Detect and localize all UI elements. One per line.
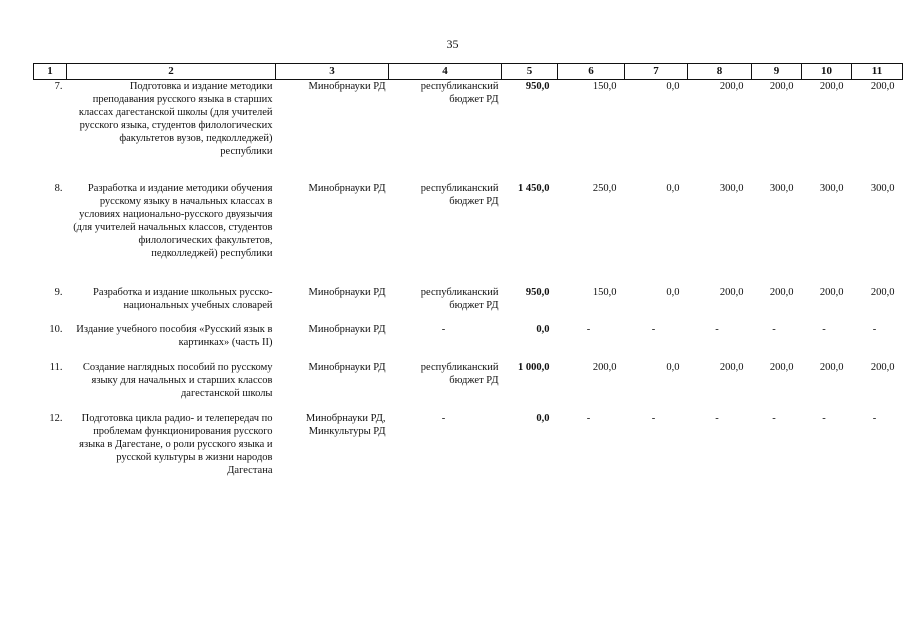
year-value: 300,0 [769, 183, 794, 194]
year-value: 200,0 [719, 362, 744, 373]
column-header: 9 [752, 64, 802, 80]
year-value: 200,0 [769, 287, 794, 298]
row-number: 9. [54, 287, 63, 298]
total-amount: 0,0 [536, 413, 550, 424]
page-number: 35 [446, 37, 459, 51]
year-value: 200,0 [870, 287, 895, 298]
year-value: 200,0 [819, 81, 844, 92]
row-number: 12. [49, 413, 63, 424]
year-value: - [651, 413, 656, 424]
year-value: - [822, 413, 826, 424]
executor: Минобрнауки РД, Минкультуры РД [305, 413, 386, 437]
year-value: - [772, 324, 776, 335]
year-value: 300,0 [870, 183, 895, 194]
year-value: 150,0 [592, 287, 617, 298]
funding-source: республиканский бюджет РД [420, 362, 499, 386]
year-value: 150,0 [592, 81, 617, 92]
year-value: 200,0 [870, 362, 895, 373]
column-header: 6 [558, 64, 625, 80]
year-value: - [872, 413, 877, 424]
year-value: 0,0 [666, 81, 680, 92]
column-number-header-row [34, 64, 903, 80]
executor: Минобрнауки РД [308, 81, 386, 92]
table-row [34, 323, 903, 361]
column-header: 3 [276, 64, 389, 80]
year-value: - [822, 324, 826, 335]
activity-name: Подготовка и издание методики преподавания русского языка в старших классах дагестанской школы (для учителей русского языка, студентов филологических факультетов вузов, педколледжей) республики [78, 81, 273, 157]
table-row [34, 286, 903, 323]
row-number: 7. [54, 81, 63, 92]
column-header: 4 [389, 64, 502, 80]
column-header: 5 [502, 64, 558, 80]
year-value: 200,0 [592, 362, 617, 373]
funding-source: - [441, 413, 446, 424]
year-value: - [715, 413, 719, 424]
year-value: 0,0 [666, 362, 680, 373]
funding-source: - [441, 324, 446, 335]
program-activities-table [33, 63, 903, 502]
year-value: 200,0 [769, 81, 794, 92]
year-value: 300,0 [719, 183, 744, 194]
year-value: 200,0 [769, 362, 794, 373]
year-value: - [586, 413, 591, 424]
table-row [34, 361, 903, 412]
total-amount: 950,0 [525, 287, 550, 298]
year-value: - [772, 413, 776, 424]
column-header: 11 [852, 64, 903, 80]
executor: Минобрнауки РД [308, 362, 386, 373]
year-value: 200,0 [819, 362, 844, 373]
year-value: 200,0 [719, 287, 744, 298]
year-value: 300,0 [819, 183, 844, 194]
total-amount: 1 450,0 [518, 183, 550, 194]
activity-name: Издание учебного пособия «Русский язык в картинках» (часть II) [76, 324, 273, 348]
funding-source: республиканский бюджет РД [420, 287, 499, 311]
year-value: - [872, 324, 877, 335]
year-value: 0,0 [666, 183, 680, 194]
year-value: 200,0 [719, 81, 744, 92]
table-row [34, 412, 903, 502]
year-value: - [651, 324, 656, 335]
row-number: 10. [49, 324, 63, 335]
activity-name: Разработка и издание методики обучения русскому языку в начальных классах в условиях национально-русского двуязычия (для учителей начальных классов, студентов филологических факультетов, педколледжей) республики [73, 183, 273, 259]
activity-name: Подготовка цикла радио- и телепередач по проблемам функционирования русского языка в Дагестане, о роли русского языка и русской культуры в жизни народов Дагестана [79, 413, 273, 476]
activity-name: Разработка и издание школьных русско-национальных учебных словарей [92, 287, 273, 311]
activity-name: Создание наглядных пособий по русскому языку для начальных и старших классов дагестанской школы [82, 362, 273, 399]
funding-source: республиканский бюджет РД [420, 81, 499, 105]
funding-source: республиканский бюджет РД [420, 183, 499, 207]
total-amount: 1 000,0 [518, 362, 550, 373]
executor: Минобрнауки РД [308, 287, 386, 298]
table-row [34, 182, 903, 286]
total-amount: 950,0 [525, 81, 550, 92]
executor: Минобрнауки РД [308, 324, 386, 335]
total-amount: 0,0 [536, 324, 550, 335]
year-value: 200,0 [819, 287, 844, 298]
column-header: 10 [802, 64, 852, 80]
row-number: 11. [49, 362, 63, 373]
year-value: - [586, 324, 591, 335]
year-value: 200,0 [870, 81, 895, 92]
year-value: 0,0 [666, 287, 680, 298]
year-value: - [715, 324, 719, 335]
column-header: 2 [67, 64, 276, 80]
column-header: 7 [625, 64, 688, 80]
table-row [34, 80, 903, 183]
column-header: 8 [688, 64, 752, 80]
column-header: 1 [34, 64, 67, 80]
year-value: 250,0 [592, 183, 617, 194]
document-table-frame [33, 63, 902, 502]
row-number: 8. [54, 183, 63, 194]
executor: Минобрнауки РД [308, 183, 386, 194]
